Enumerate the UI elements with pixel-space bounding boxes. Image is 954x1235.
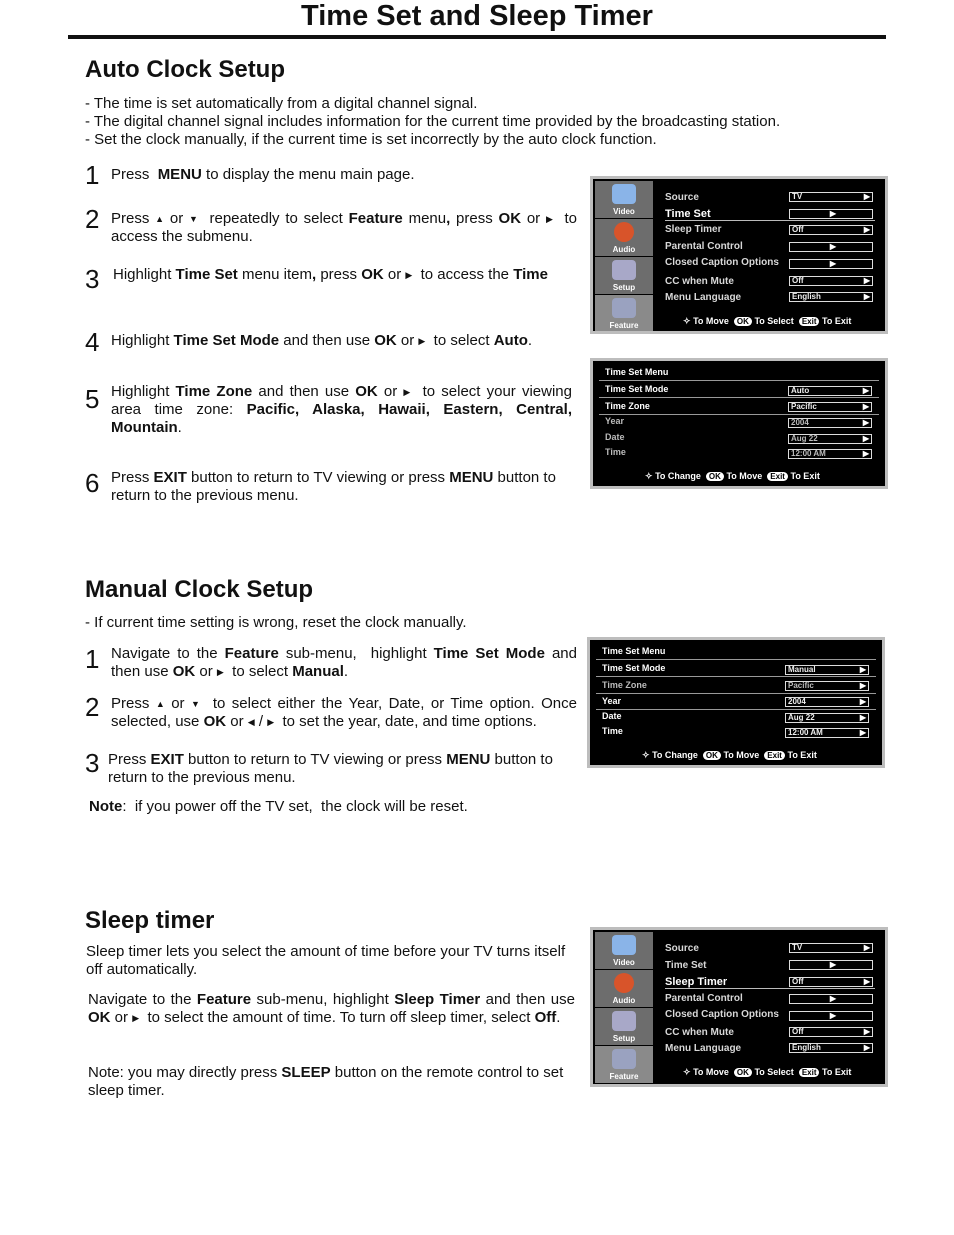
sleep-note: Note: you may directly press SLEEP button on the remote control to set sleep timer. — [88, 1064, 564, 1099]
arrow-right-icon: ▶ — [862, 418, 869, 427]
auto-step-2-number: 2 — [85, 204, 100, 234]
exit-icon: Exit — [767, 472, 788, 481]
time-field[interactable] — [785, 728, 869, 738]
menu-item-parental[interactable]: Parental Control — [665, 241, 743, 252]
tsrow-time-label: Time — [605, 447, 626, 457]
manual-step-3-text: Press EXIT button to return to TV viewing or press MENU button to return to the previous menu. — [108, 751, 553, 786]
auto-bullet-2: - The digital channel signal includes information for the current time provided by the broadcasting station. — [85, 113, 781, 130]
menu-item-parental[interactable]: Parental Control — [665, 993, 743, 1004]
sidebar-setup-label: Setup — [612, 1034, 636, 1043]
feature-menu-sleep — [590, 927, 888, 1087]
arrow-right-icon: ▶ — [863, 977, 870, 986]
sidebar-feature-label: Feature — [609, 1072, 639, 1081]
arrow-right-icon: ▶ — [829, 1011, 836, 1020]
date-field[interactable] — [788, 434, 872, 444]
tsmenu-title-text: Time Set Menu — [605, 367, 669, 377]
manual-step-1-text: Navigate to the Feature sub-menu, highlight Time Set Mode and then use OK or ▶ to select Manual. — [111, 645, 577, 680]
mode-field[interactable] — [785, 665, 869, 675]
feature-menu-timeset — [590, 176, 888, 334]
auto-step-4-number: 4 — [85, 327, 100, 357]
arrow-right-icon: ▶ — [859, 713, 866, 722]
foot-exit: To Exit — [822, 1067, 852, 1077]
menu-item-language[interactable]: Menu Language — [665, 1043, 742, 1054]
timeset-field[interactable] — [789, 209, 873, 219]
manual-step-2-text: Press ▲ or ▼ to select either the Year, Date, or Time option. Once selected, use OK or ◀ / ▶ to set the year, date, and time options. — [111, 695, 577, 730]
foot-move: To Move — [723, 750, 760, 760]
language-value: English — [792, 1043, 821, 1052]
arrow-right-icon: ▶ — [863, 192, 870, 201]
menu-item-sleeptimer[interactable]: Sleep Timer — [665, 224, 722, 235]
menu-item-language[interactable]: Menu Language — [665, 292, 742, 303]
ccmute-value: Off — [792, 276, 804, 285]
zone-value: Pacific — [791, 402, 817, 411]
sleep-value: Off — [792, 225, 804, 234]
manual-intro: - If current time setting is wrong, reset the clock manually. — [85, 614, 467, 631]
video-icon — [612, 935, 636, 955]
auto-step-6-number: 6 — [85, 468, 100, 498]
foot-move: To Move — [726, 471, 763, 481]
foot-change: To Change — [652, 750, 698, 760]
year-value: 2004 — [791, 418, 809, 427]
date-field[interactable] — [785, 713, 869, 723]
menu-item-cc[interactable]: Closed Caption Options — [665, 1009, 779, 1020]
auto-step-1-text: Press MENU to display the menu main page. — [111, 166, 415, 183]
exit-icon: Exit — [799, 317, 820, 326]
mode-value: Auto — [791, 386, 810, 395]
arrow-right-icon: ▶ — [859, 665, 866, 674]
arrow-right-icon: ▶ — [862, 449, 869, 458]
menu-item-ccmute[interactable]: CC when Mute — [665, 276, 734, 287]
mode-field[interactable] — [788, 386, 872, 396]
arrow-right-icon: ▶ — [862, 402, 869, 411]
foot-exit: To Exit — [822, 316, 852, 326]
auto-step-1-number: 1 — [85, 160, 100, 190]
arrow-right-icon: ▶ — [829, 259, 836, 268]
sleep-instructions: Navigate to the Feature sub-menu, highlight Sleep Timer and then use OK or ▶ to select the amount of time. To turn off sleep timer, select Off. — [88, 991, 575, 1026]
menu-item-source[interactable]: Source — [665, 943, 699, 954]
sidebar-setup[interactable] — [595, 257, 653, 295]
tsmenu-footer — [642, 750, 817, 761]
auto-clock-heading: Auto Clock Setup — [85, 56, 286, 83]
sleep-field[interactable] — [789, 977, 873, 987]
foot-select: To Select — [754, 1067, 794, 1077]
arrow-right-icon: ▶ — [863, 1043, 870, 1052]
sidebar-setup[interactable] — [595, 1008, 653, 1046]
zone-value: Pacific — [788, 681, 814, 690]
menu-item-timeset[interactable]: Time Set — [665, 960, 707, 971]
menu-sidebar — [595, 932, 653, 1082]
sleep-intro: Sleep timer lets you select the amount of time before your TV turns itself off automatically. — [86, 943, 566, 978]
note-text: : if you power off the TV set, the clock will be reset. — [122, 798, 468, 815]
title-rule — [68, 35, 886, 39]
arrow-right-icon: ▶ — [863, 276, 870, 285]
tsrow-zone-label: Time Zone — [602, 680, 647, 690]
auto-bullet-1: - The time is set automatically from a digital channel signal. — [85, 95, 478, 112]
foot-select: To Select — [754, 316, 794, 326]
tsrow-year-label: Year — [605, 416, 625, 426]
tsrow-year-label: Year — [602, 696, 622, 706]
menu-item-source[interactable]: Source — [665, 192, 699, 203]
foot-move: To Move — [693, 316, 729, 326]
sidebar-video[interactable] — [595, 932, 653, 970]
manual-clock-heading: Manual Clock Setup — [85, 576, 314, 603]
arrow-right-icon: ▶ — [862, 434, 869, 443]
foot-exit: To Exit — [787, 750, 817, 760]
arrow-right-icon: ▶ — [863, 225, 870, 234]
tsmenu-title-text: Time Set Menu — [602, 646, 666, 656]
date-value: Aug 22 — [791, 434, 818, 443]
tsrow-date-label: Date — [602, 711, 622, 721]
manual-note — [89, 798, 559, 816]
auto-bullet-3: - Set the clock manually, if the current time is set incorrectly by the auto clock function. — [85, 131, 657, 148]
arrow-right-icon: ▶ — [863, 292, 870, 301]
arrow-right-icon: ▶ — [863, 943, 870, 952]
zone-field[interactable] — [788, 402, 872, 412]
timeset-menu-manual — [587, 637, 885, 768]
language-field[interactable] — [789, 292, 873, 302]
sidebar-video-label: Video — [613, 958, 635, 967]
sidebar-setup-label: Setup — [612, 283, 636, 292]
note-label: Note — [89, 798, 123, 815]
manual-step-1-number: 1 — [85, 644, 100, 674]
sleep-field[interactable] — [789, 225, 873, 235]
auto-step-3-number: 3 — [85, 264, 100, 294]
tsrow-mode-label: Time Set Mode — [602, 663, 666, 673]
language-field[interactable] — [789, 1043, 873, 1053]
auto-step-5-text: Highlight Time Zone and then use OK or ▶ to select your viewing area time zone: Pacific, Alaska, Hawaii, Eastern, Central, Mountain. — [111, 383, 572, 436]
cc-field[interactable] — [789, 1011, 873, 1021]
video-icon — [612, 184, 636, 204]
timeset-menu-auto — [590, 358, 888, 489]
setup-icon — [612, 1011, 636, 1031]
source-value: TV — [792, 943, 803, 952]
sidebar-video[interactable] — [595, 181, 653, 219]
sidebar-feature[interactable] — [595, 295, 653, 333]
exit-icon: Exit — [764, 751, 785, 760]
sidebar-audio[interactable] — [595, 219, 653, 257]
audio-icon — [614, 222, 634, 242]
timeset-field[interactable] — [789, 960, 873, 970]
move-icon: ✧ — [645, 471, 653, 481]
menu-footer — [683, 1067, 851, 1078]
parental-field[interactable] — [789, 242, 873, 252]
source-value: TV — [792, 192, 803, 201]
tsrow-zone-label: Time Zone — [605, 401, 650, 411]
tsmenu-title — [599, 364, 879, 381]
feature-icon — [612, 298, 636, 318]
sidebar-audio-label: Audio — [612, 245, 636, 254]
feature-icon — [612, 1049, 636, 1069]
exit-icon: Exit — [799, 1068, 820, 1077]
time-field[interactable] — [788, 449, 872, 459]
ccmute-field[interactable] — [789, 276, 873, 286]
setup-icon — [612, 260, 636, 280]
menu-sidebar — [595, 181, 653, 329]
move-icon: ✧ — [642, 750, 650, 760]
menu-item-sleeptimer[interactable]: Sleep Timer — [665, 976, 875, 989]
arrow-right-icon: ▶ — [829, 960, 836, 969]
page-title: Time Set and Sleep Timer — [301, 0, 653, 32]
mode-value: Manual — [788, 665, 816, 674]
tsrow-date-label: Date — [605, 432, 625, 442]
arrow-right-icon: ▶ — [859, 697, 866, 706]
year-value: 2004 — [788, 697, 806, 706]
source-field[interactable] — [789, 192, 873, 202]
arrow-right-icon: ▶ — [859, 728, 866, 737]
ccmute-value: Off — [792, 1027, 804, 1036]
zone-field[interactable] — [785, 681, 869, 691]
ccmute-field[interactable] — [789, 1027, 873, 1037]
manual-step-2-number: 2 — [85, 692, 100, 722]
sidebar-video-label: Video — [613, 207, 635, 216]
language-value: English — [792, 292, 821, 301]
auto-step-4-text: Highlight Time Set Mode and then use OK or ▶ to select Auto. — [111, 332, 533, 349]
move-icon: ✧ — [683, 1067, 691, 1077]
year-field[interactable] — [788, 418, 872, 428]
menu-item-timeset[interactable]: Time Set — [665, 208, 875, 221]
sidebar-feature[interactable] — [595, 1046, 653, 1084]
cc-field[interactable] — [789, 259, 873, 269]
ok-icon: OK — [703, 751, 721, 760]
auto-bullets — [85, 95, 815, 149]
sleep-heading: Sleep timer — [85, 907, 215, 934]
ok-icon: OK — [706, 472, 724, 481]
time-value: 12:00 AM — [788, 728, 823, 737]
arrow-right-icon: ▶ — [859, 681, 866, 690]
menu-footer — [683, 316, 851, 327]
foot-move: To Move — [693, 1067, 729, 1077]
auto-step-3-text: Highlight Time Set menu item, press OK or ▶ to access the Time — [113, 266, 548, 283]
ok-icon: OK — [734, 1068, 752, 1077]
move-icon: ✧ — [683, 316, 691, 326]
auto-step-6-text: Press EXIT button to return to TV viewing or press MENU button to return to the previous menu. — [111, 469, 556, 504]
parental-field[interactable] — [789, 994, 873, 1004]
tsmenu-footer — [645, 471, 820, 482]
tsmenu-title — [596, 643, 876, 660]
arrow-right-icon: ▶ — [862, 386, 869, 395]
tsrow-time-label: Time — [602, 726, 623, 736]
foot-change: To Change — [655, 471, 701, 481]
ok-icon: OK — [734, 317, 752, 326]
arrow-right-icon: ▶ — [829, 242, 836, 251]
menu-item-ccmute[interactable]: CC when Mute — [665, 1027, 734, 1038]
arrow-right-icon: ▶ — [863, 1027, 870, 1036]
audio-icon — [614, 973, 634, 993]
sidebar-audio-label: Audio — [612, 996, 636, 1005]
arrow-right-icon: ▶ — [829, 209, 836, 218]
tsrow-mode-label: Time Set Mode — [605, 384, 669, 394]
auto-step-5-number: 5 — [85, 384, 100, 414]
auto-step-2-text: Press ▲ or ▼ repeatedly to select Feature menu, press OK or ▶ to access the submenu. — [111, 210, 577, 245]
foot-exit: To Exit — [790, 471, 820, 481]
year-field[interactable] — [785, 697, 869, 707]
menu-item-cc[interactable]: Closed Caption Options — [665, 257, 779, 268]
manual-step-3-number: 3 — [85, 748, 100, 778]
sidebar-audio[interactable] — [595, 970, 653, 1008]
date-value: Aug 22 — [788, 713, 815, 722]
arrow-right-icon: ▶ — [829, 994, 836, 1003]
source-field[interactable] — [789, 943, 873, 953]
sleep-value: Off — [792, 977, 804, 986]
sidebar-feature-label: Feature — [609, 321, 639, 330]
time-value: 12:00 AM — [791, 449, 826, 458]
